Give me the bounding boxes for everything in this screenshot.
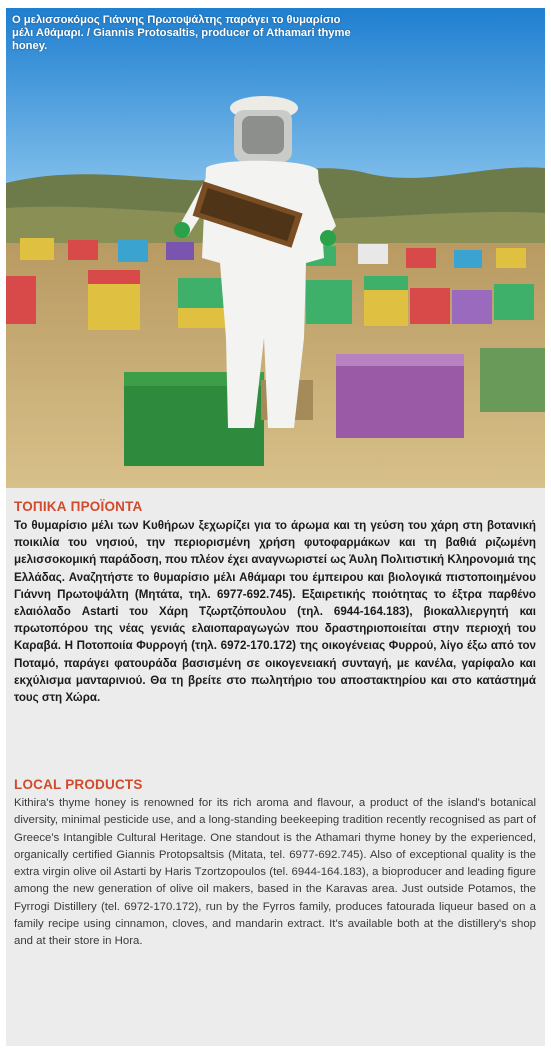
- greek-heading: ΤΟΠΙΚΑ ΠΡΟΪΟΝΤΑ: [14, 499, 143, 514]
- greek-body-text: Το θυμαρίσιο μέλι των Κυθήρων ξεχωρίζει για το άρωμα και τη γεύση του χάρη στη βοτανική ποικιλία του νησιού, την περιορισμένη χρήση φυτοφαρμάκων και τη βαθιά ριζωμένη μελισσοκομική παράδοση, που πλέον έχει αναγνωριστεί ως Άυλη Πολιτιστική Κληρονομιά της Ελλάδας. Αναζητήστε το θυμαρίσιο μέλι Αθάμαρι του έμπειρου και βιολογικά πιστοποιημένου Γιάννη Πρωτοψάλτη (Μητάτα, τηλ. 6977-692.745). Εξαιρετικής ποιότητας το έξτρα παρθένο ελαιόλαδο Astarti του Χάρη Τζωρτζόπουλου (τηλ. 6944-164.183), βιοκαλλιεργητή και πρωτοπόρου της νέας γενιάς ελαιοπαραγωγών που δραστηριοποιείται στην περιοχή του Καραβά. Η Ποτοποιία Φυρρογή (τηλ. 6972-170.172) της οικογένειας Φυρρού, λίγο έξω από τον Ποταμό, παράγει φατουράδα βασισμένη σε οικογενειακή συνταγή, με κανέλα, γαρίφαλο και εκχύλισμα μανταρινιού. Θα τη βρείτε στο πωλητήριο του αποστακτηρίου και στο κατάστημά τους στη Χώρα.: [14, 519, 536, 705]
- article-panel: [6, 8, 545, 1046]
- beekeeper-photo: [6, 8, 545, 488]
- english-heading: LOCAL PRODUCTS: [14, 777, 143, 792]
- english-body-text: Kithira's thyme honey is renowned for its rich aroma and flavour, a product of the island's botanical diversity, minimal pesticide use, and a long-standing beekeeping tradition recently recognised as part of Greece's Intangible Cultural Heritage. One standout is the Athamari thyme honey by the experienced, organically certified Giannis Protopsaltsis (Mitata, tel. 6977-692.745). Also of exceptional quality is the extra virgin olive oil Astarti by Haris Tzortzopoulos (tel. 6944-164.183), a bioproducer and leading figure among the new generation of olive oil makers, based in the Karavas area. Just outside Potamos, the Fyrrogi Distillery (tel. 6972-170.172), run by the Fyrros family, produces fatourada liqueur based on a family recipe using cinnamon, cloves, and mandarin extract. It's available both at the distillery's shop and at their store in Hora.: [14, 797, 536, 948]
- greek-section: [14, 498, 536, 706]
- english-section: [14, 776, 536, 951]
- photo-caption: Ο μελισσοκόμος Γιάννης Πρωτοψάλτης παράγει το θυμαρίσιο μέλι Αθάμαρι. / Giannis Protosaltis, producer of Athamari thyme honey.: [12, 14, 351, 52]
- apiary-illustration: [6, 8, 545, 488]
